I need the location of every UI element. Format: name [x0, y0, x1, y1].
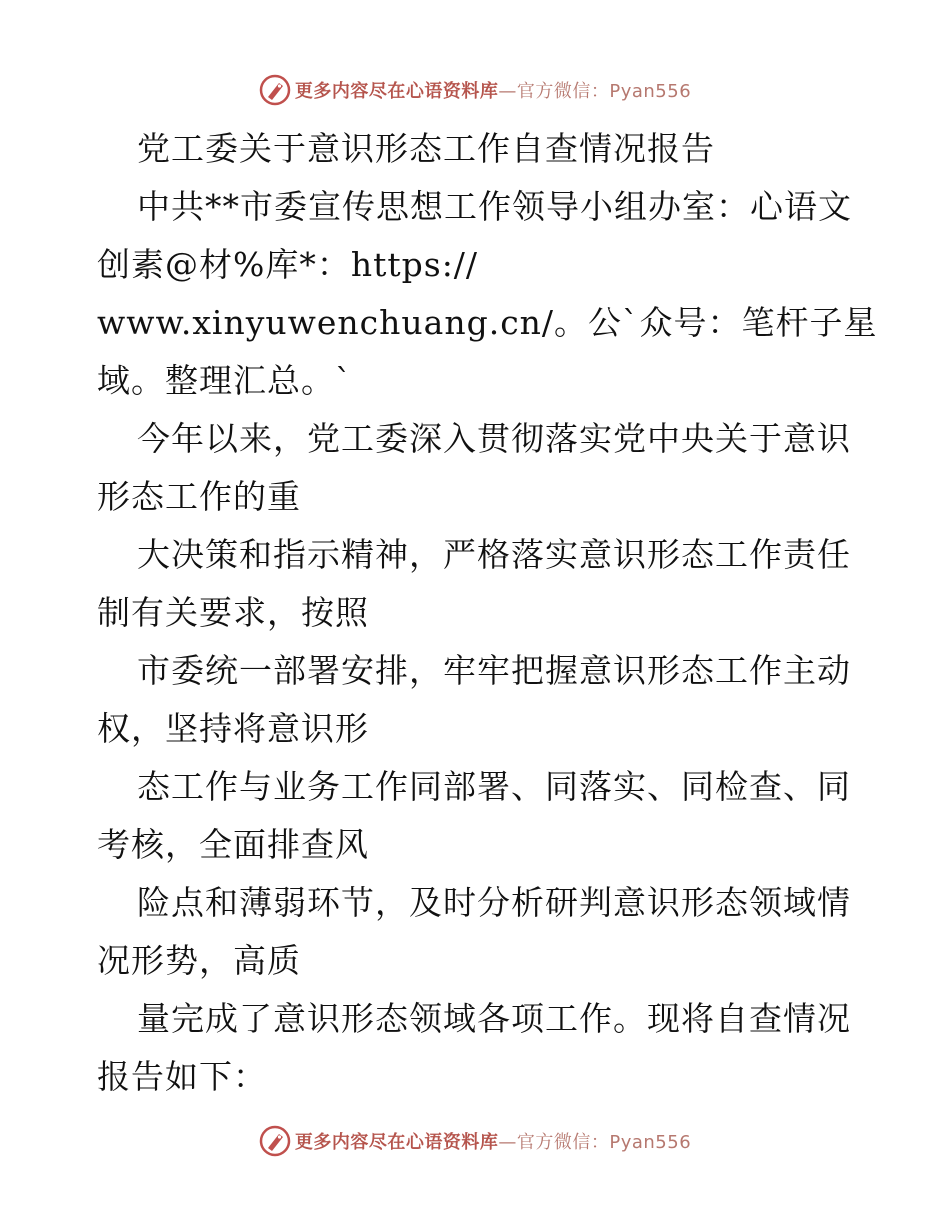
paragraph-line: 量完成了意识形态领域各项工作。现将自查情况 [137, 999, 851, 1038]
paragraph-line: 报告如下： [97, 1057, 267, 1096]
document-title: 党工委关于意识形态工作自查情况报告 [137, 129, 715, 168]
watermark-text: 更多内容尽在心语资料库—官方微信：Pyan556 [294, 81, 692, 102]
paragraph-line: 险点和薄弱环节，及时分析研判意识形态领域情 [137, 883, 851, 922]
header-watermark [0, 70, 950, 110]
document-body [97, 120, 878, 1106]
paragraph-line: 权，坚持将意识形 [97, 709, 369, 748]
paragraph-line: 今年以来，党工委深入贯彻落实党中央关于意识 [137, 419, 851, 458]
paragraph-line: 市委统一部署安排，牢牢把握意识形态工作主动 [137, 651, 851, 690]
text-line: www.xinyuwenchuang.cn/。公`众号：笔杆子星 [97, 303, 878, 342]
pen-nib-logo-icon [259, 1125, 291, 1157]
paragraph-line: 考核，全面排查风 [97, 825, 369, 864]
paragraph-line: 形态工作的重 [97, 477, 301, 516]
text-line: 域。整理汇总。` [97, 361, 353, 400]
footer-watermark [0, 1121, 950, 1161]
paragraph-line: 况形势，高质 [97, 941, 301, 980]
watermark-text: 更多内容尽在心语资料库—官方微信：Pyan556 [294, 1132, 692, 1153]
text-line: 创素@材%库*：https:// [97, 245, 479, 284]
pen-nib-logo-icon [259, 74, 291, 106]
paragraph-line: 态工作与业务工作同部署、同落实、同检查、同 [137, 767, 851, 806]
recipient-line: 中共**市委宣传思想工作领导小组办室：心语文 [137, 187, 852, 226]
paragraph-line: 制有关要求，按照 [97, 593, 369, 632]
paragraph-line: 大决策和指示精神，严格落实意识形态工作责任 [137, 535, 851, 574]
